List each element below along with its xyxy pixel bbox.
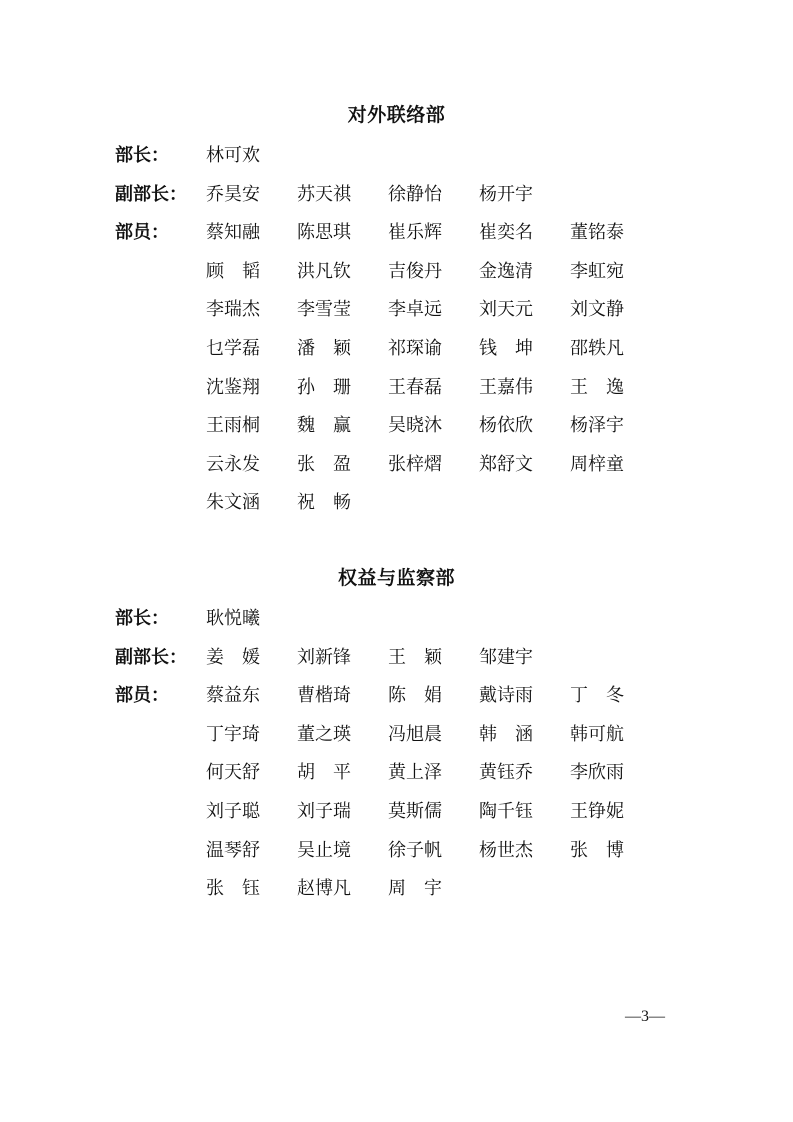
person-name: 何天舒 bbox=[206, 762, 260, 784]
person-name: 邹建宇 bbox=[479, 646, 533, 668]
person-name: 蔡益东 bbox=[206, 685, 260, 707]
person-name: 耿悦曦 bbox=[206, 608, 260, 629]
person-name: 孙 珊 bbox=[297, 376, 351, 398]
person-name: 黄上泽 bbox=[388, 762, 442, 784]
roster bbox=[0, 143, 793, 529]
member-row bbox=[0, 297, 793, 336]
person-name: 李卓远 bbox=[388, 299, 442, 321]
person-name: 吉俊丹 bbox=[388, 260, 442, 282]
person-name: 董铭泰 bbox=[570, 222, 624, 244]
person-name: 董之瑛 bbox=[297, 723, 351, 745]
person-name: 徐静怡 bbox=[388, 183, 442, 205]
person-name: 刘子瑞 bbox=[297, 800, 351, 822]
member-row bbox=[0, 490, 793, 529]
person-name: 黄钰乔 bbox=[479, 762, 533, 784]
person-name: 魏 赢 bbox=[297, 415, 351, 437]
vice-minister-row bbox=[0, 182, 793, 221]
person-name: 戴诗雨 bbox=[479, 685, 533, 707]
vice-minister-label: 副部长： bbox=[115, 183, 187, 205]
person-name: 杨依欣 bbox=[479, 415, 533, 437]
person-name: 林可欢 bbox=[206, 145, 260, 166]
minister-label: 部长： bbox=[115, 145, 169, 166]
person-name: 丁宇琦 bbox=[206, 723, 260, 745]
member-row bbox=[0, 413, 793, 452]
vice-minister-row bbox=[0, 645, 793, 684]
person-name: 刘文静 bbox=[570, 299, 624, 321]
person-name: 冯旭晨 bbox=[388, 723, 442, 745]
person-name: 张 钰 bbox=[206, 878, 260, 900]
person-name: 温琴舒 bbox=[206, 839, 260, 861]
member-row bbox=[0, 799, 793, 838]
person-name: 郑舒文 bbox=[479, 453, 533, 475]
section-title: 对外联络部 bbox=[347, 104, 446, 126]
section-title: 权益与监察部 bbox=[337, 567, 455, 589]
person-name: 韩可航 bbox=[570, 723, 624, 745]
person-name: 姜 媛 bbox=[206, 646, 260, 668]
person-name: 杨开宇 bbox=[479, 183, 533, 205]
person-name: 陈思琪 bbox=[297, 222, 351, 244]
person-name: 周 宇 bbox=[388, 878, 442, 900]
person-name: 王春磊 bbox=[388, 376, 442, 398]
person-name: 顾 韬 bbox=[206, 260, 260, 282]
section-rights-supervision bbox=[0, 565, 793, 915]
person-name: 丁 冬 bbox=[570, 685, 624, 707]
person-name: 刘子聪 bbox=[206, 800, 260, 822]
person-name: 祁琛谕 bbox=[388, 337, 442, 359]
member-row bbox=[0, 876, 793, 915]
person-name: 杨泽宇 bbox=[570, 415, 624, 437]
person-name: 徐子帆 bbox=[388, 839, 442, 861]
person-name: 陈 娟 bbox=[388, 685, 442, 707]
person-name: 张梓熠 bbox=[388, 453, 442, 475]
section-external-liaison bbox=[0, 102, 793, 529]
person-name: 杨世杰 bbox=[479, 839, 533, 861]
person-name: 曹楷琦 bbox=[297, 685, 351, 707]
member-row bbox=[0, 375, 793, 414]
person-name: 陶千钰 bbox=[479, 800, 533, 822]
person-name: 云永发 bbox=[206, 453, 260, 475]
person-name: 祝 畅 bbox=[297, 492, 351, 514]
person-name: 李欣雨 bbox=[570, 762, 624, 784]
person-name: 吴晓沐 bbox=[388, 415, 442, 437]
person-name: 张 盈 bbox=[297, 453, 351, 475]
person-name: 金逸清 bbox=[479, 260, 533, 282]
person-name: 王 颖 bbox=[388, 646, 442, 668]
person-name: 崔乐辉 bbox=[388, 222, 442, 244]
member-row bbox=[0, 722, 793, 761]
person-name: 莫斯儒 bbox=[388, 800, 442, 822]
minister-row bbox=[0, 606, 793, 645]
person-name: 胡 平 bbox=[297, 762, 351, 784]
person-name: 乔昊安 bbox=[206, 183, 260, 205]
person-name: 吴止境 bbox=[297, 839, 351, 861]
person-name: 邵轶凡 bbox=[570, 337, 624, 359]
person-name: 刘新锋 bbox=[297, 646, 351, 668]
member-row bbox=[0, 336, 793, 375]
member-row bbox=[0, 838, 793, 877]
member-row bbox=[0, 259, 793, 298]
person-name: 崔奕名 bbox=[479, 222, 533, 244]
person-name: 王 逸 bbox=[570, 376, 624, 398]
person-name: 李雪莹 bbox=[297, 299, 351, 321]
member-row bbox=[0, 452, 793, 491]
vice-minister-label: 副部长： bbox=[115, 646, 187, 668]
minister-label: 部长： bbox=[115, 608, 169, 629]
person-name: 李虹宛 bbox=[570, 260, 624, 282]
person-name: 王雨桐 bbox=[206, 415, 260, 437]
roster bbox=[0, 606, 793, 915]
person-name: 李瑞杰 bbox=[206, 299, 260, 321]
page-number: —3— bbox=[625, 1008, 665, 1025]
person-name: 赵博凡 bbox=[297, 878, 351, 900]
person-name: 周梓童 bbox=[570, 453, 624, 475]
person-name: 乜学磊 bbox=[206, 337, 260, 359]
member-row bbox=[0, 683, 793, 722]
minister-row bbox=[0, 143, 793, 182]
member-row bbox=[0, 220, 793, 259]
person-name: 洪凡钦 bbox=[297, 260, 351, 282]
person-name: 王铮妮 bbox=[570, 800, 624, 822]
member-row bbox=[0, 760, 793, 799]
person-name: 潘 颖 bbox=[297, 337, 351, 359]
member-label: 部员： bbox=[115, 222, 169, 244]
person-name: 韩 涵 bbox=[479, 723, 533, 745]
person-name: 钱 坤 bbox=[479, 337, 533, 359]
person-name: 沈鉴翔 bbox=[206, 376, 260, 398]
person-name: 蔡知融 bbox=[206, 222, 260, 244]
person-name: 朱文涵 bbox=[206, 492, 260, 514]
member-label: 部员： bbox=[115, 685, 169, 707]
person-name: 苏天祺 bbox=[297, 183, 351, 205]
person-name: 刘天元 bbox=[479, 299, 533, 321]
person-name: 王嘉伟 bbox=[479, 376, 533, 398]
person-name: 张 博 bbox=[570, 839, 624, 861]
